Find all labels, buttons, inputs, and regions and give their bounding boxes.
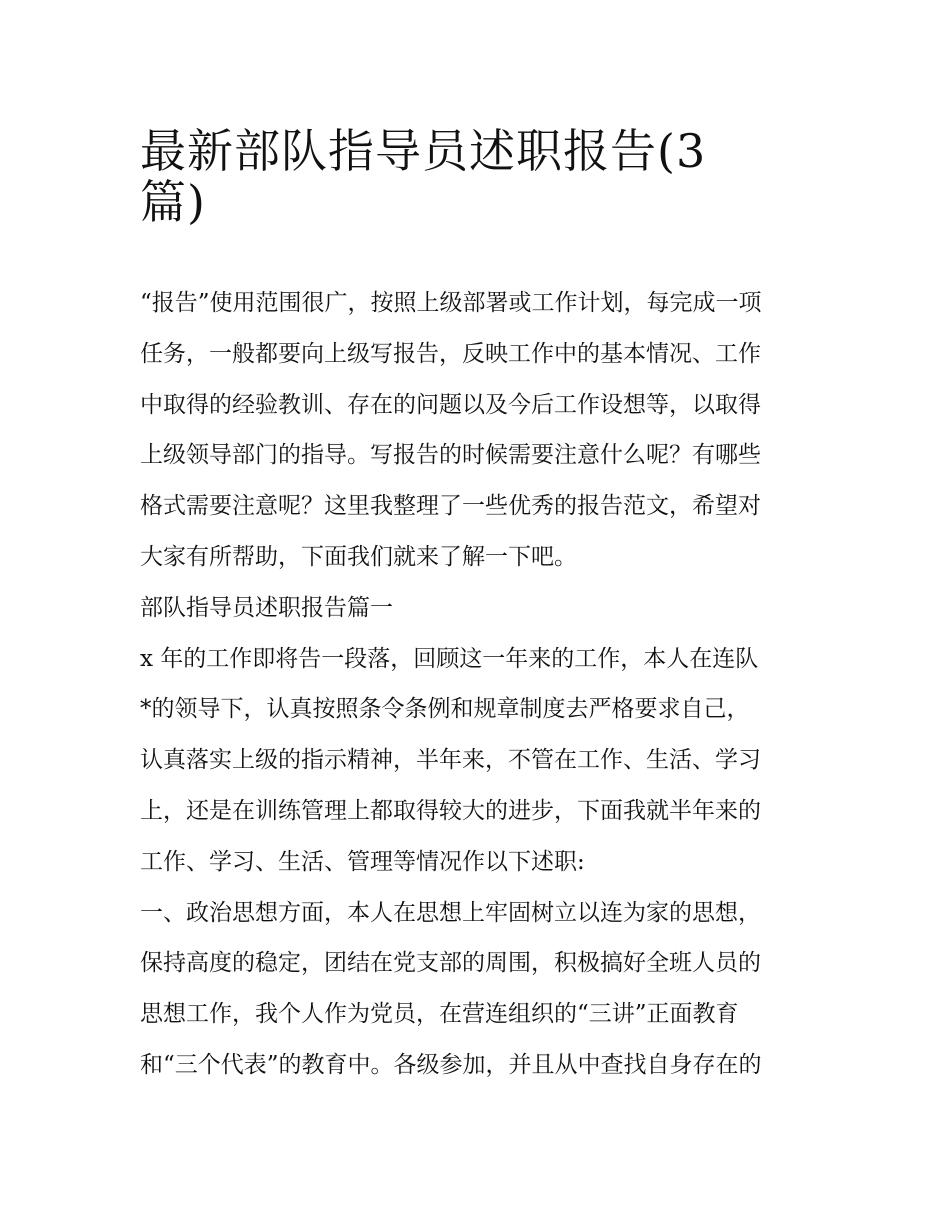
body-line: 一、政治思想方面，本人在思想上牢固树立以连为家的思想， (140, 899, 761, 926)
body-line: 格式需要注意呢？这里我整理了一些优秀的报告范文，希望对 (140, 493, 761, 520)
body-line: 保持高度的稳定，团结在党支部的周围，积极搞好全班人员的 (140, 950, 761, 977)
body-line: “报告”使用范围很广，按照上级部署或工作计划，每完成一项 (140, 290, 762, 316)
body-line: 大家有所帮助，下面我们就来了解一下吧。 (140, 543, 577, 570)
body-line: 思想工作，我个人作为党员，在营连组织的“三讲”正面教育 (140, 1001, 739, 1028)
body-line: 工作、学习、生活、管理等情况作以下述职: (140, 848, 585, 875)
body-line: 上，还是在训练管理上都取得较大的进步，下面我就半年来的 (140, 797, 761, 824)
body-line: *的领导下，认真按照条令条例和规章制度去严格要求自己， (140, 696, 750, 723)
body-line: 上级领导部门的指导。写报告的时候需要注意什么呢？有哪些 (140, 442, 761, 469)
body-line: 任务，一般都要向上级写报告，反映工作中的基本情况、工作 (140, 340, 761, 367)
body-line: x 年的工作即将告一段落，回顾这一年来的工作，本人在连队 (140, 645, 759, 672)
document-title (140, 112, 820, 229)
title-line: 最新部队指导员述职报告(3 (140, 124, 707, 178)
body-line: 和“三个代表”的教育中。各级参加，并且从中查找自身存在的 (140, 1051, 762, 1078)
body-line: 中取得的经验教训、存在的问题以及今后工作设想等，以取得 (140, 391, 761, 418)
section-heading: 部队指导员述职报告篇一 (140, 594, 393, 621)
body-line: 认真落实上级的指示精神，半年来，不管在工作、生活、学习 (140, 747, 761, 774)
title-line: 篇) (140, 174, 206, 229)
document-body (140, 278, 820, 1091)
